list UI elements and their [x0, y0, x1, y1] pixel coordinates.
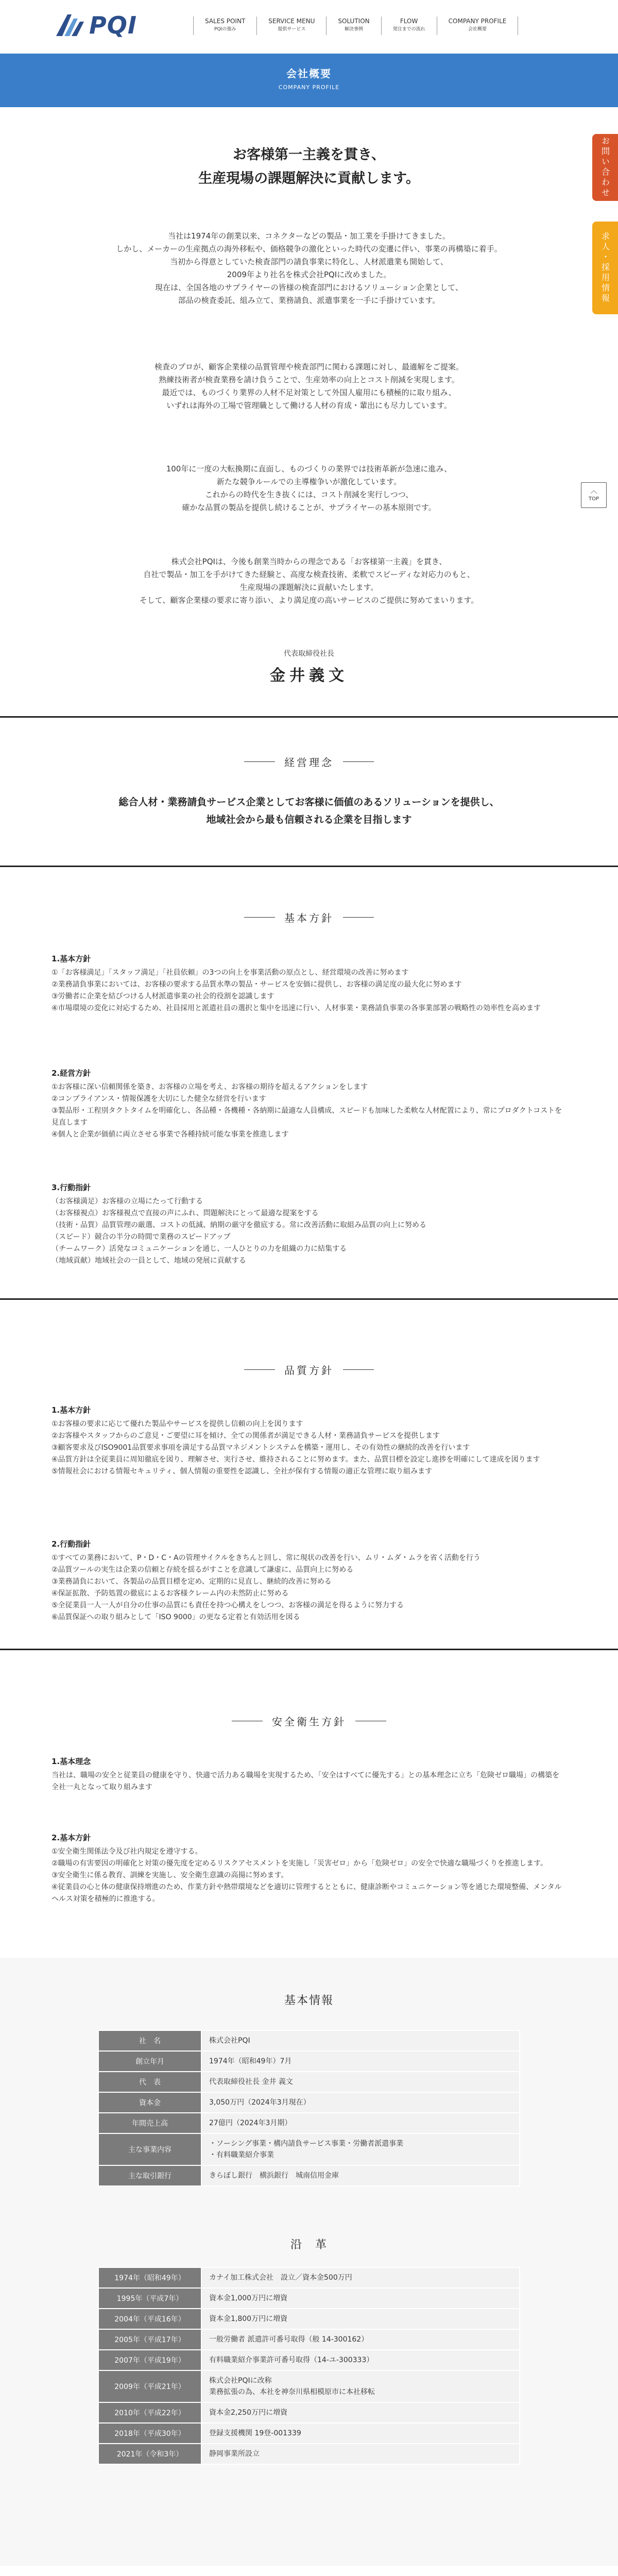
table-row — [98, 2423, 520, 2444]
nav-label-en: SOLUTION — [338, 18, 370, 25]
policy-line: ③顧客要求及びISO9001品質要求事項を満足する品質マネジメントシステムを構築・運用し、その有効性の継続的改善を行います — [52, 1444, 470, 1452]
policy-line: ③労働者に企業を結びつける人材派遣事業の社会的役割を認識します — [52, 992, 274, 1001]
table-row — [98, 2051, 520, 2072]
row-label: 社 名 — [98, 2030, 201, 2051]
policy-line: ④市場環境の変化に対応するため、社員採用と派遣社員の選択と集中を迅速に行い、人材事業・業務請負事業の各事業部署の戦略性の効率性を高めます — [52, 1004, 541, 1012]
row-label: 2007年（平成19年） — [98, 2350, 201, 2370]
row-value: 27億円（2024年3月期） — [201, 2113, 520, 2133]
safety-policy-block — [52, 1756, 566, 1793]
global-nav — [193, 16, 518, 35]
row-value: カナイ加工株式会社 設立／資本金500万円 — [201, 2267, 520, 2288]
row-label: 2010年（平成22年） — [98, 2402, 201, 2423]
basic-info-title: 基本情報 — [284, 1994, 334, 2007]
policy-line: ②お客様やスタッフからのご意見・ご要望に耳を傾け、全ての関係者が満足できる人材・業務請負サービスを提供します — [52, 1432, 440, 1440]
policy-heading: 1.基本理念 — [52, 1757, 91, 1766]
policy-line: ⑤情報社会における情報セキュリティ、個人情報の重要性を認識し、全社が保有する情報の適正な管理に取り組みます — [52, 1467, 433, 1476]
headline-line: お客様第一主義を貫き、 — [233, 147, 385, 163]
signature-name: 金井義文 — [270, 667, 348, 685]
basic-policy-block — [52, 953, 566, 1014]
page-subtitle: COMPANY PROFILE — [278, 84, 340, 91]
philosophy-text — [0, 793, 618, 828]
paragraph-line: これからの時代を生き抜くには、コスト削減を実行しつつ、 — [204, 490, 414, 499]
table-row — [98, 2402, 520, 2423]
section-divider — [0, 1298, 618, 1300]
policy-line: ①すべての業務において、P・D・C・Aの管理サイクルをきちんと回し、常に現状の改善を行い、ムリ・ムダ・ムラを省く活動を行う — [52, 1554, 480, 1562]
basic-policy-block — [52, 1067, 566, 1141]
row-value: 資本金1,000万円に増資 — [201, 2288, 520, 2309]
policy-line: ④品質方針は全従業員に周知徹底を図り、理解させ、実行させ、維持されることに努めます。また、品質目標を設定し進捗を明確にして達成を図ります — [52, 1455, 540, 1464]
row-label: 2021年（令和3年） — [98, 2444, 201, 2464]
policy-line: ①お客様に深い信頼関係を築き、お客様の立場を考え、お客様の期待を超えるアクションをします — [52, 1083, 368, 1091]
back-to-top-label: TOP — [588, 496, 599, 502]
policy-line: ②品質ツールの実生は企業の信頼と存続を揺るがすことを意識して謙虚に、品質向上に努める — [52, 1566, 354, 1574]
logo-mark-icon — [54, 12, 87, 38]
nav-label-ja: 解決事例 — [345, 27, 364, 32]
philosophy-title: 経営理念 — [0, 754, 618, 769]
table-row — [98, 2092, 520, 2113]
policy-line: ①「お客様満足」「スタッフ満足」「社員依頼」の3つの向上を事業活動の原点とし、経営環境の改善に努めます — [52, 969, 409, 977]
policy-line: 当社は、職場の安全と従業員の健康を守り、快適で活力ある職場を実現するため、「安全はすべてに優先する」との基本理念に立ち「危険ゼロ職場」の構築を全社一丸となって取り組みます — [52, 1771, 560, 1791]
nav-label-ja: 発注までの流れ — [392, 27, 425, 32]
nav-solution[interactable] — [326, 16, 381, 35]
table-row — [98, 2329, 520, 2350]
quality-policy-block — [52, 1538, 566, 1623]
table-row — [98, 2030, 520, 2051]
history-title: 沿 革 — [290, 2239, 328, 2251]
paragraph-line: 検査のプロが、顧客企業様の品質管理や検査部門に関わる課題に対し、最適解をご提案。 — [154, 362, 464, 371]
paragraph-line: 新たな競争ルールでの主導権争いが激化しています。 — [216, 477, 402, 486]
table-row — [98, 2113, 520, 2133]
table-row — [98, 2267, 520, 2288]
paragraph-line: いずれは海外の工場で管理職として働ける人材の育成・輩出にも尽力しています。 — [166, 401, 452, 410]
history-table — [98, 2267, 520, 2465]
policy-line: ③安全衛生に係る教育、訓練を実施し、安全衛生意識の高揚に努めます。 — [52, 1871, 288, 1879]
paragraph-line: 熟練技術者が検査業務を請け負うことで、生産効率の向上とコスト削減を実現します。 — [159, 375, 459, 384]
table-row — [98, 2165, 520, 2186]
paragraph-line: 当社は1974年の創業以来、コネクターなどの製品・加工業を手掛けてきました。 — [168, 231, 450, 241]
policy-heading: 2.基本方針 — [52, 1833, 91, 1842]
policy-line: ④従業員の心と体の健康保持増進のため、作業方針や熱帯環境などを適切に管理するとともに、健康診断やコミュニケーション等を通じた環境整備、メンタルヘルス対策を積極的に推進する。 — [52, 1883, 562, 1903]
nav-label-ja: 提供サービス — [278, 27, 306, 32]
policy-line: ②業務請負事業においては、お客様の要求する品質水準の製品・サービスを安価に提供し、お客様の満足度の最大化に努めます — [52, 980, 462, 989]
row-value: 静岡事業所設立 — [201, 2444, 520, 2464]
nav-flow[interactable] — [381, 16, 437, 35]
paragraph-line: 2009年より社名を株式会社PQIに改めました。 — [227, 270, 391, 279]
row-label: 代 表 — [98, 2072, 201, 2092]
table-row — [98, 2133, 520, 2165]
nav-label-en: COMPANY PROFILE — [448, 18, 507, 25]
row-label: 1995年（平成7年） — [98, 2288, 201, 2309]
paragraph-line: 自社で製品・加工を手がけてきた経験と、高度な検査技術、柔軟でスピーディな対応力のもと、 — [143, 570, 475, 579]
paragraph-line: 確かな品質の製品を提供し続けることが、サプライヤーの基本原則です。 — [182, 503, 436, 512]
table-row — [98, 2288, 520, 2309]
nav-label-en: FLOW — [400, 18, 418, 25]
policy-line: ④保証拡散、予防処置の徹底によるお客様クレーム内の未然防止に努める — [52, 1589, 289, 1598]
row-label: 2004年（平成16年） — [98, 2309, 201, 2329]
row-label: 資本金 — [98, 2092, 201, 2113]
policy-line: （お客様満足）お客様の立場にたって行動する — [52, 1197, 203, 1206]
philosophy-line: 総合人材・業務請負サービス企業としてお客様に価値のあるソリューションを提供し、 — [118, 796, 500, 808]
paragraph-line: 部品の検査委託、組み立て、業務請負、派遣事業を一手に手掛けています。 — [178, 296, 440, 305]
paragraph-line: そして、顧客企業様の要求に寄り添い、より満足度の高いサービスのご提供に努めてまいります。 — [139, 596, 479, 605]
nav-label-ja: 会社概要 — [468, 27, 487, 32]
table-row — [98, 2350, 520, 2370]
row-label: 主な事業内容 — [98, 2133, 201, 2165]
policy-line: ④個人と企業が価値に両立させる事業で各種持続可能な事業を推進します — [52, 1130, 289, 1139]
site-header — [0, 0, 618, 54]
row-label: 1974年（昭和49年） — [98, 2267, 201, 2288]
policy-heading: 3.行動指針 — [52, 1183, 91, 1192]
ceo-signature — [0, 648, 618, 685]
policy-line: ①お客様の要求に応じて優れた製品やサービスを提供し信頼の向上を図ります — [52, 1420, 303, 1428]
policy-line: ②コンプライアンス・情報保護を大切にした健全な経営を行います — [52, 1095, 266, 1103]
policy-line: ⑥品質保証への取り組みとして「ISO 9000」の更なる定着と有効活用を図る — [52, 1613, 300, 1621]
row-label: 2018年（平成30年） — [98, 2423, 201, 2444]
page-title: 会社概要 — [286, 67, 332, 80]
headline-line: 生産現場の課題解決に貢献します。 — [198, 171, 420, 187]
page-banner — [0, 54, 618, 107]
basic-policy-title: 基本方針 — [0, 910, 618, 925]
table-row — [98, 2370, 520, 2402]
policy-line: （地域貢献）地域社会の一員として、地域の発展に貢献する — [52, 1257, 246, 1265]
policy-heading: 2.行動指針 — [52, 1539, 91, 1549]
row-value: 資本金1,800万円に増資 — [201, 2309, 520, 2329]
policy-line: （技術・品質）品質管理の厳選、コストの低減、納期の厳守を徹底する。常に改善活動に取組み品質の向上に努める — [52, 1221, 426, 1229]
paragraph-line: 株式会社PQIは、今後も創業当時からの理念である「お客様第一主義」を貫き、 — [171, 557, 447, 566]
nav-label-en: SALES POINT — [205, 18, 246, 25]
policy-line: ②職場の有害要因の明確化と対策の優先度を定めるリスクアセスメントを実施し「災害ゼロ」から「危険ゼロ」の安全で快適な職場づくりを推進します。 — [52, 1859, 548, 1868]
row-value: 3,050万円（2024年3月現在） — [201, 2092, 520, 2113]
message-headline — [0, 143, 618, 191]
table-row — [98, 2072, 520, 2092]
quality-policy-title: 品質方針 — [0, 1362, 618, 1377]
nav-sales-point[interactable] — [193, 16, 256, 35]
nav-service-menu[interactable] — [256, 16, 326, 35]
signature-title: 代表取締役社長 — [284, 650, 334, 658]
nav-label-en: SERVICE MENU — [268, 18, 315, 25]
message-paragraph — [0, 463, 618, 514]
policy-line: ③業務請負において、各製品の品質目標を定め、定期的に見直し、継続的改善に努める — [52, 1578, 332, 1586]
paragraph-line: 生産現場の課題解決に貢献いたします。 — [239, 583, 379, 592]
paragraph-line: 最近では、ものづくり業界の人材不足対策として外国人雇用にも積極的に取り組み、 — [162, 388, 456, 397]
policy-line: ③製品形・工程別タクトタイムを明確化し、各品種・各機種・各納期に最適な人員構成、スピードも加味した柔軟な人材配置により、常にプロダクトコストを見直します — [52, 1107, 562, 1127]
safety-policy-title: 安全衛生方針 — [0, 1714, 618, 1728]
row-value: 資本金2,250万円に増資 — [201, 2402, 520, 2423]
nav-company-profile[interactable] — [437, 16, 519, 35]
policy-heading: 1.基本方針 — [52, 954, 91, 963]
policy-line: ①安全衛生関係法令及び社内規定を遵守する。 — [52, 1848, 202, 1856]
paragraph-line: 現在は、全国各地のサプライヤーの皆様の検査部門におけるソリューション企業として、 — [155, 283, 463, 292]
paragraph-line: しかし、メーカーの生産拠点の海外移転や、価格競争の激化といった時代の変遷に伴い、事業の再構築に着手。 — [116, 244, 502, 253]
quality-policy-block — [52, 1404, 566, 1478]
row-label: 創立年月 — [98, 2051, 201, 2072]
basic-info-table — [98, 2030, 520, 2187]
basic-policy-block — [52, 1182, 566, 1267]
row-value: 登録支援機関 19登-001339 — [201, 2423, 520, 2444]
nav-label-ja: PQIの強み — [214, 27, 236, 32]
message-paragraph — [0, 230, 618, 307]
safety-policy-block — [52, 1832, 566, 1905]
message-paragraph — [0, 555, 618, 607]
policy-line: （スピード）競合の半分の時間で業務のスピードアップ — [52, 1233, 231, 1241]
row-value: きらぼし銀行 横浜銀行 城南信用金庫 — [201, 2165, 520, 2186]
table-row — [98, 2444, 520, 2464]
row-value: 株式会社PQI — [201, 2030, 520, 2051]
row-label: 2009年（平成21年） — [98, 2370, 201, 2402]
row-value: 1974年（昭和49年）7月 — [201, 2051, 520, 2072]
paragraph-line: 当初から得意としていた検査部門の請負事業に特化し、人材派遣業も開始して、 — [170, 257, 448, 266]
recruit-side-tab[interactable]: 求人・採用情報 — [592, 222, 618, 314]
chevron-up-icon: ︿ — [590, 487, 597, 495]
row-value: 株式会社PQIに改称 業務拡張の為、本社を神奈川県相模原市に本社移転 — [201, 2370, 520, 2402]
policy-heading: 2.経営方針 — [52, 1069, 91, 1078]
philosophy-line: 地域社会から最も信頼される企業を目指します — [206, 814, 412, 825]
row-value: 代表取締役社長 金井 義文 — [201, 2072, 520, 2092]
row-label: 2005年（平成17年） — [98, 2329, 201, 2350]
policy-line: ⑤全従業員一人一人が自分の仕事の品質にも責任を持つ心構えをしつつ、お客様の満足を得るように努力する — [52, 1601, 404, 1609]
section-divider — [0, 866, 618, 867]
row-value: 一般労働者 派遣許可番号取得（般 14-300162） — [201, 2329, 520, 2350]
table-row — [98, 2309, 520, 2329]
contact-side-tab[interactable]: お問い合わせ — [592, 134, 618, 201]
policy-heading: 1.基本方針 — [52, 1405, 91, 1415]
row-label: 主な取引銀行 — [98, 2165, 201, 2186]
message-paragraph — [0, 361, 618, 412]
paragraph-line: 100年に一度の大転換期に直面し、ものづくりの業界では技術革新が急速に進み、 — [166, 464, 452, 473]
section-divider — [0, 1649, 618, 1650]
row-value: ・ソーシング事業・構内請負サービス事業・労働者派遣事業 ・有料職業紹介事業 — [201, 2133, 520, 2165]
row-value: 有料職業紹介事業許可番号取得（14-ユ-300333） — [201, 2350, 520, 2370]
policy-line: （お客様視点）お客様視点で直接の声にふれ、問題解決にとって最適な提案をする — [52, 1209, 319, 1217]
policy-line: （チームワーク）活発なコミュニケーションを通じ、一人ひとりの力を組織の力に結集する — [52, 1245, 347, 1253]
logo-text: PQI — [89, 11, 137, 39]
row-label: 年間売上高 — [98, 2113, 201, 2133]
logo[interactable] — [54, 12, 137, 38]
section-divider — [0, 716, 618, 718]
